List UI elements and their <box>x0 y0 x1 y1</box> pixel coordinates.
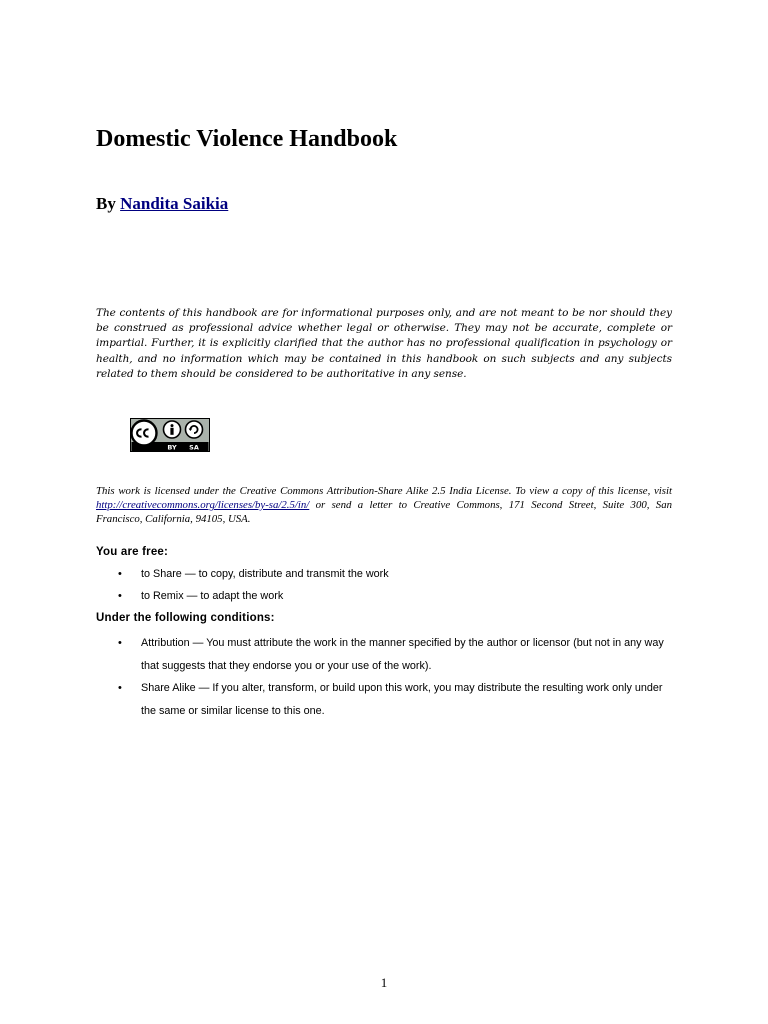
document-title: Domestic Violence Handbook <box>96 126 398 152</box>
list-item-text: Share Alike — If you alter, transform, or build upon this work, you may distribute the resulting work only under the same or similar license to this one. <box>141 682 663 717</box>
disclaimer-paragraph: The contents of this handbook are for informational purposes only, and are not meant to be nor should they be construed as professional advice whether legal or otherwise. They may not be accurate, complete or impartial. Further, it is explicitly clarified that the author has no professional qualification in psychology or health, and no information which may be contained in this handbook on such subjects and any subjects related to them should be considered to be authoritative in any sense. <box>96 307 672 380</box>
list-item <box>0 632 671 677</box>
page-number: 1 <box>380 975 388 990</box>
author-link[interactable]: Nandita Saikia <box>120 194 229 213</box>
freedoms-list <box>0 567 768 611</box>
list-item-text: to Share — to copy, distribute and transmit the work <box>141 568 389 580</box>
bullet-icon: • <box>118 590 122 602</box>
cc-sa-label: SA <box>189 443 199 452</box>
conditions-list <box>0 632 768 722</box>
license-text-before: This work is licensed under the Creative Commons Attribution-Share Alike 2.5 India License. To view a copy of this license, visit <box>96 485 672 497</box>
list-item-text: to Remix — to adapt the work <box>141 590 284 602</box>
list-item-text: Attribution — You must attribute the work in the manner specified by the author or licensor (but not in any way that suggests that they endorse you or your use of the work). <box>141 637 664 672</box>
conditions-heading: Under the following conditions: <box>96 612 275 624</box>
list-item <box>0 567 671 582</box>
license-paragraph <box>96 484 672 526</box>
cc-by-sa-badge-icon <box>130 418 210 452</box>
bullet-icon: • <box>118 568 122 580</box>
list-item <box>0 589 671 604</box>
license-link[interactable]: http://creativecommons.org/licenses/by-sa/2.5/in/ <box>96 499 310 511</box>
list-item <box>0 677 671 722</box>
author-byline <box>96 193 228 215</box>
cc-by-label: BY <box>167 443 177 452</box>
you-are-free-heading: You are free: <box>96 546 169 558</box>
bullet-icon: • <box>118 682 122 694</box>
bullet-icon: • <box>118 637 122 649</box>
license-text-after: or send a letter to Creative Commons, 171 Second Street, Suite 300, San Francisco, California, 94105, USA. <box>96 499 672 525</box>
byline-prefix: By <box>96 194 121 213</box>
